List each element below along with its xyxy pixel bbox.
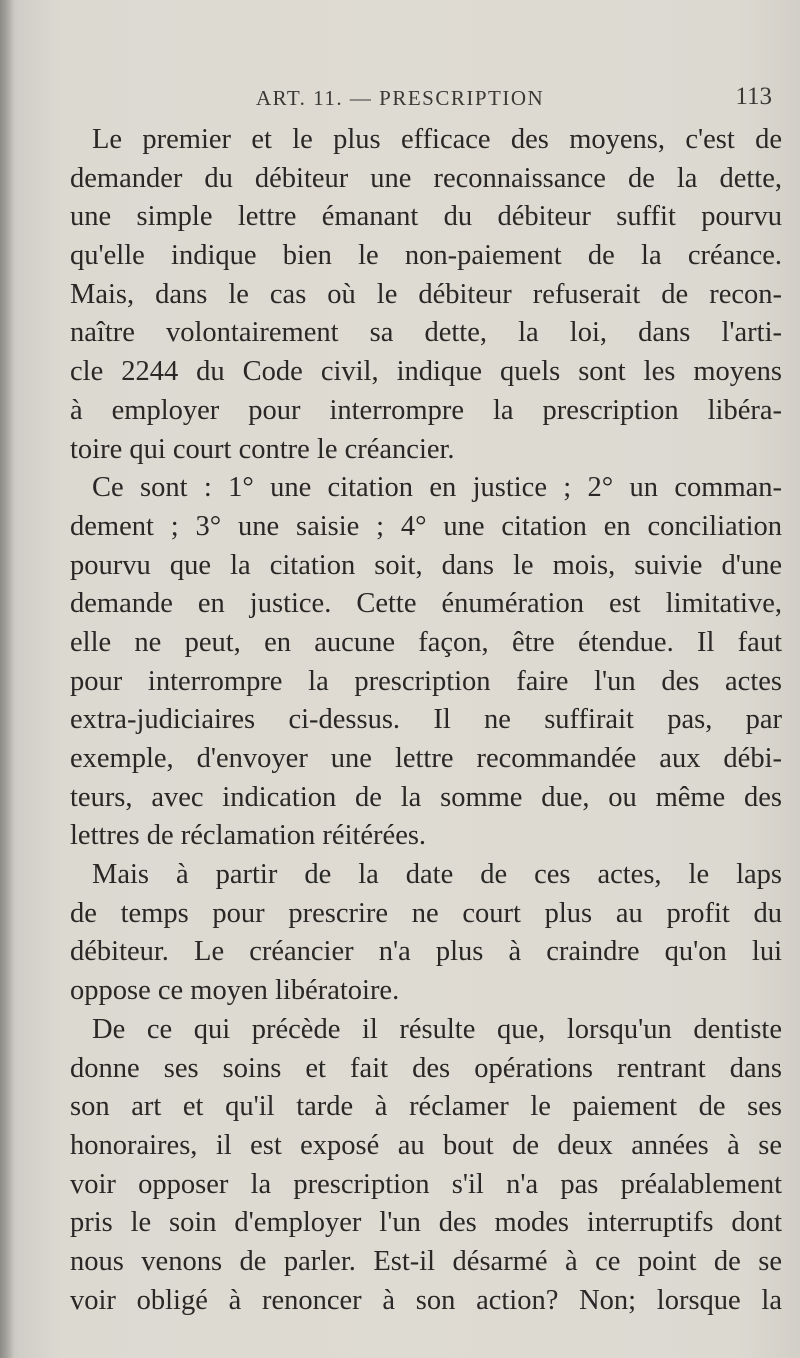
paragraph-line: exemple, d'envoyer une lettre recommandée aux débi-: [70, 743, 782, 774]
paragraph-line: Mais, dans le cas où le débiteur refuserait de recon-: [70, 278, 782, 310]
running-head: [212, 80, 772, 120]
paragraph-line: teurs, avec indication de la somme due, ou même des: [70, 781, 782, 813]
paragraph-line: demande en justice. Cette énumération est limitative,: [70, 588, 782, 620]
paragraph-line: une simple lettre émanant du débiteur suffit pourvu: [70, 201, 782, 233]
paragraph-line: lettres de réclamation réitérées.: [70, 820, 427, 852]
paragraph-line: toire qui court contre le créancier.: [70, 433, 455, 465]
paragraph-line: cle 2244 du Code civil, indique quels sont les moyens: [70, 356, 782, 388]
paragraph-line: voir obligé à renoncer à son action? Non; lorsque la: [70, 1284, 782, 1316]
paragraph-line: naître volontairement sa dette, la loi, dans l'arti-: [70, 317, 782, 349]
paragraph-line: voir opposer la prescription s'il n'a pas préalablement: [70, 1168, 782, 1200]
paragraph-line: Le premier et le plus efficace des moyens, c'est de: [92, 124, 782, 155]
paragraph-line: nous venons de parler. Est-il désarmé à ce point de se: [70, 1245, 782, 1277]
paragraph-line: de temps pour prescrire ne court plus au profit du: [70, 897, 782, 929]
paragraph-line: à employer pour interrompre la prescription libéra-: [70, 394, 782, 426]
paragraph-line: Ce sont : 1° une citation en justice ; 2° un comman-: [92, 472, 782, 504]
paragraph-line: dement ; 3° une saisie ; 4° une citation en conciliation: [70, 510, 782, 542]
paragraph-line: oppose ce moyen libératoire.: [70, 975, 400, 1007]
paragraph-line: demander du débiteur une reconnaissance de la dette,: [70, 162, 782, 194]
paragraph-line: pourvu que la citation soit, dans le mois, suivie d'une: [70, 549, 782, 581]
paragraph-line: elle ne peut, en aucune façon, être étendue. Il faut: [70, 626, 782, 658]
paragraph-line: pris le soin d'employer l'un des modes interruptifs dont: [70, 1207, 782, 1239]
body-text: [70, 121, 782, 1320]
page-number: 113: [735, 83, 772, 110]
paragraph-line: Mais à partir de la date de ces actes, le laps: [92, 859, 782, 891]
paragraph-line: son art et qu'il tarde à réclamer le paiement de ses: [70, 1091, 782, 1123]
paragraph-line: pour interrompre la prescription faire l'un des actes: [70, 665, 782, 697]
paragraph-line: De ce qui précède il résulte que, lorsqu'un dentiste: [92, 1013, 782, 1045]
running-head-title: ART. 11. — PRESCRIPTION: [256, 86, 545, 110]
paragraph-line: donne ses soins et fait des opérations rentrant dans: [70, 1052, 782, 1084]
paragraph-line: honoraires, il est exposé au bout de deux années à se: [70, 1129, 782, 1161]
paragraph-line: qu'elle indique bien le non-paiement de la créance.: [70, 240, 782, 272]
paragraph-line: débiteur. Le créancier n'a plus à craindre qu'on lui: [70, 936, 782, 968]
binding-shadow: [0, 0, 14, 1358]
paragraph-line: extra-judiciaires ci-dessus. Il ne suffirait pas, par: [70, 704, 782, 736]
